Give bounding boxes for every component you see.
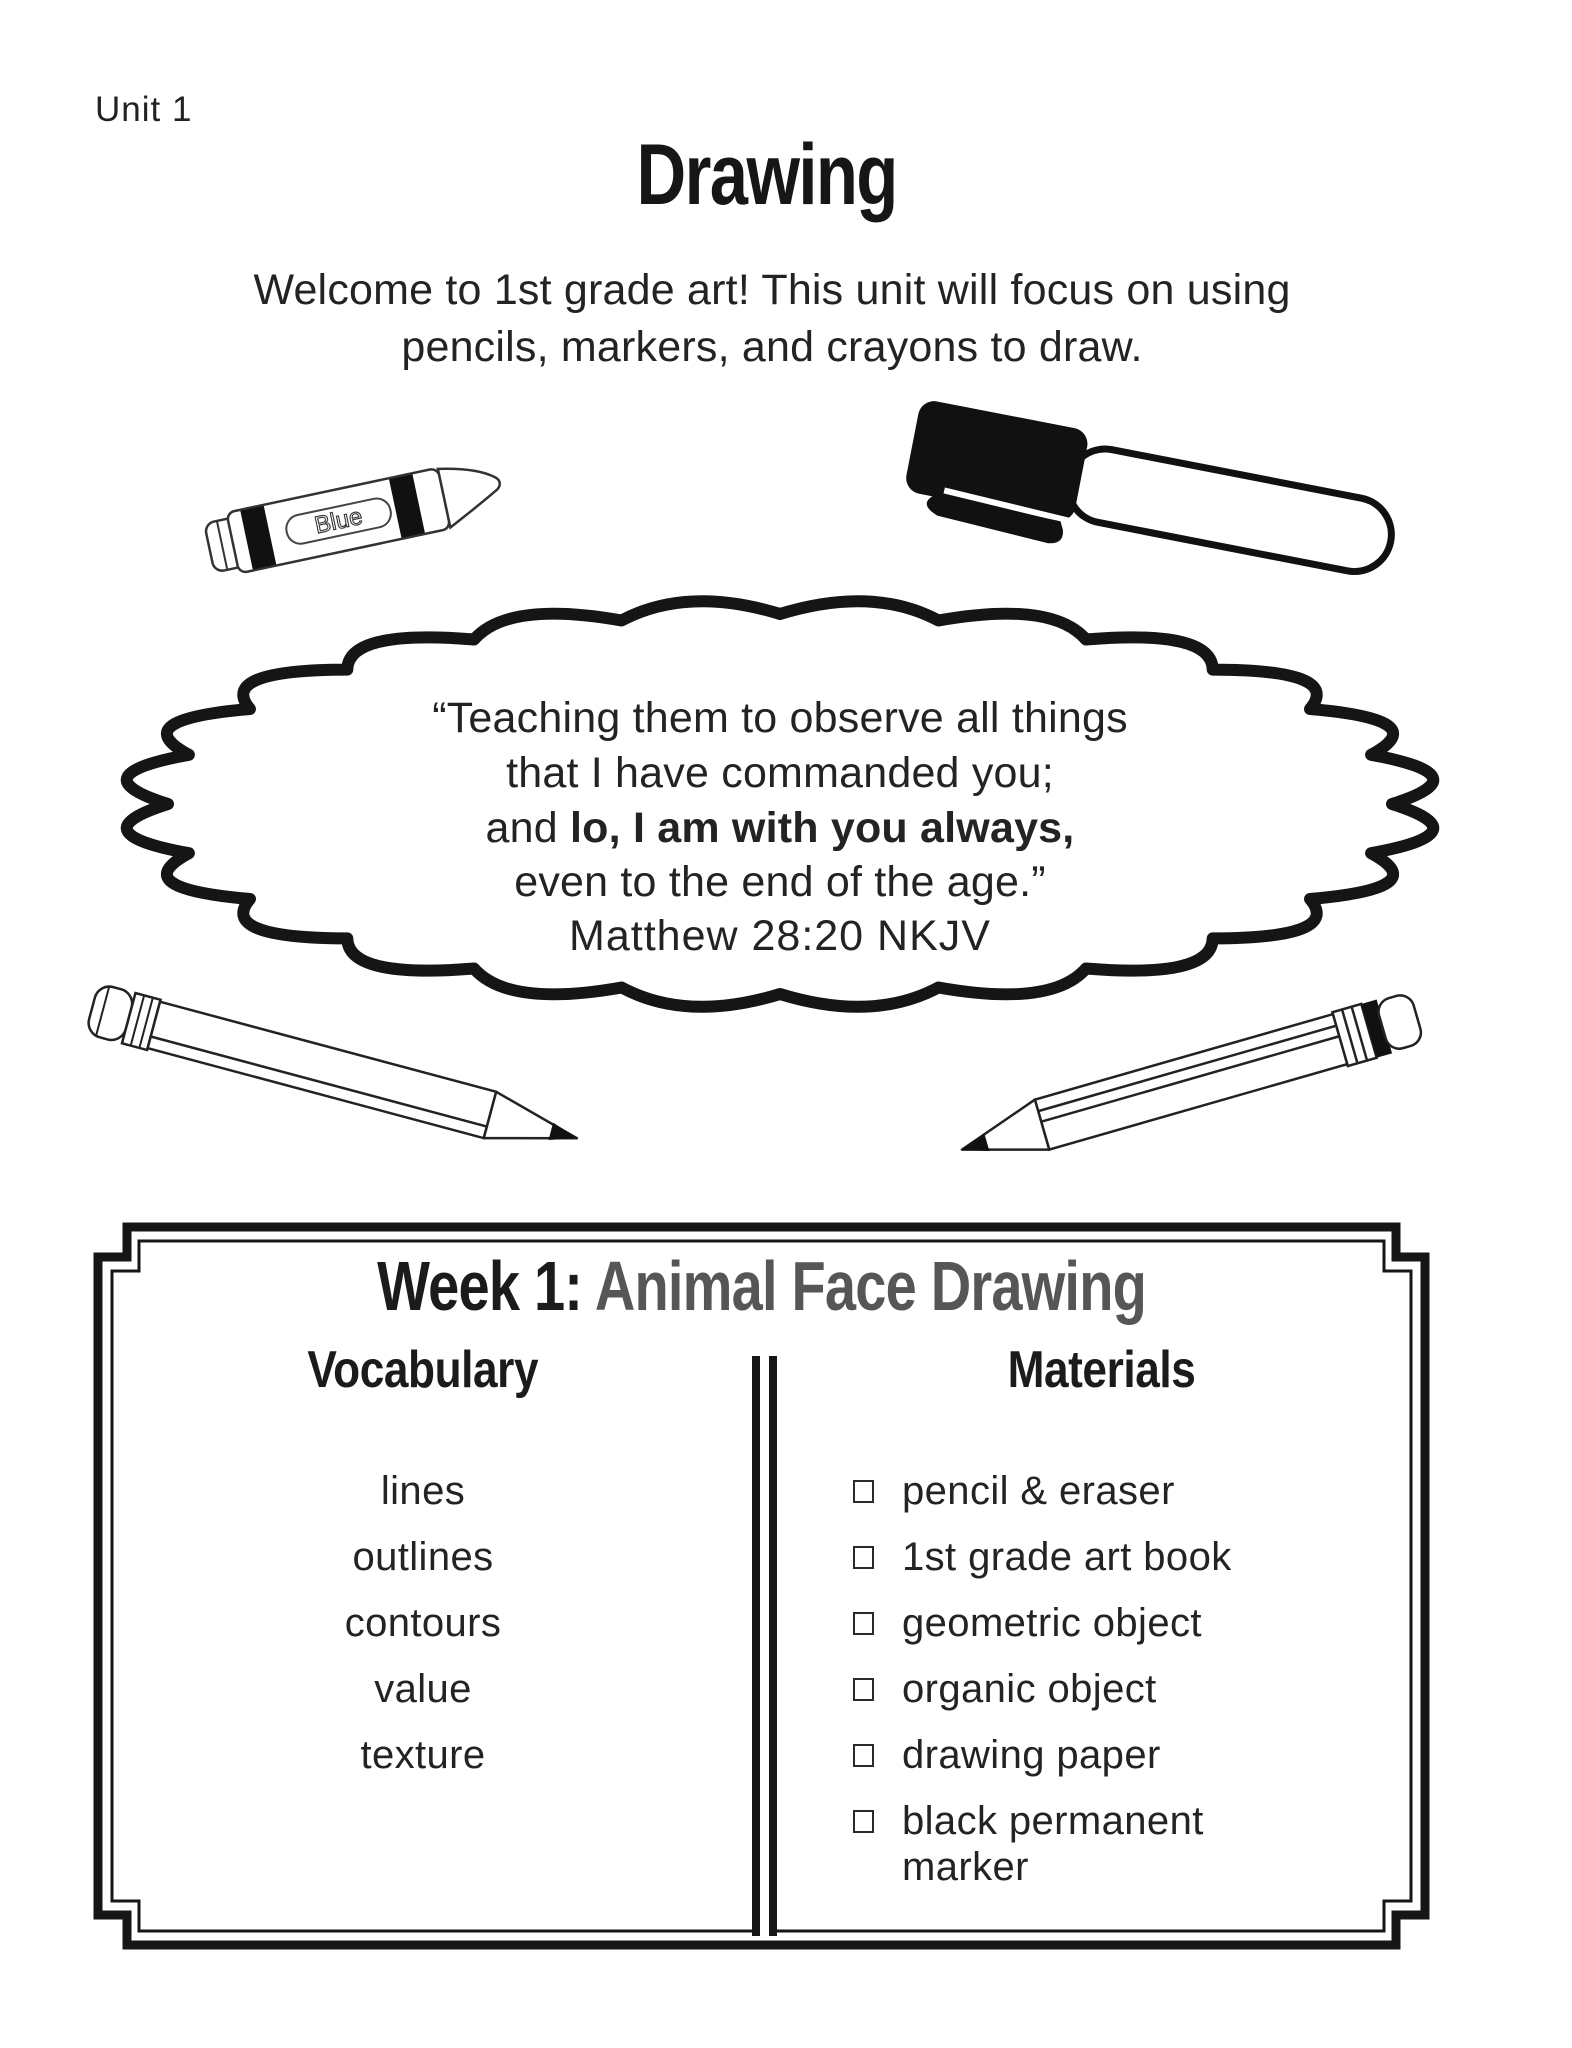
material-row (853, 1468, 1393, 1534)
materials-header: Materials (1007, 1341, 1196, 1399)
material-label: black permanent marker (902, 1799, 1204, 1889)
unit-label: Unit 1 (95, 90, 193, 129)
material-row (853, 1534, 1393, 1600)
checkbox-icon (853, 1480, 874, 1503)
week-heading-number: Week 1: (377, 1247, 583, 1325)
checkbox-icon (853, 1546, 874, 1569)
verse-line-3-emphasis: lo, I am with you always, (570, 804, 1075, 852)
vocabulary-item: outlines (352, 1535, 494, 1579)
checkbox-icon (853, 1810, 874, 1833)
vocabulary-item: contours (344, 1601, 502, 1645)
verse-line-4: even to the end of the age.” (514, 858, 1046, 906)
material-row (853, 1798, 1393, 1890)
material-row (853, 1666, 1393, 1732)
materials-list (853, 1468, 1393, 1890)
week-heading-topic: Animal Face Drawing (582, 1247, 1146, 1325)
week-panel (93, 1222, 1430, 1950)
intro-line-1: Welcome to 1st grade art! This unit will focus on using (253, 266, 1291, 314)
material-label: geometric object (902, 1601, 1202, 1645)
verse-line-2: that I have commanded you; (506, 749, 1054, 797)
material-label: drawing paper (902, 1733, 1161, 1777)
verse-line-3 (0, 804, 1560, 853)
material-label: pencil & eraser (902, 1469, 1175, 1513)
page-title (0, 126, 1534, 225)
page-title-text: Drawing (636, 127, 898, 223)
checkbox-icon (853, 1612, 874, 1635)
column-divider (752, 1356, 777, 1936)
vocabulary-item: value (374, 1667, 472, 1711)
verse-line-1: “Teaching them to observe all things (432, 694, 1128, 742)
material-label: organic object (902, 1667, 1157, 1711)
intro-paragraph (0, 262, 1544, 376)
checkbox-icon (853, 1678, 874, 1701)
vocabulary-item: lines (380, 1469, 466, 1513)
material-row (853, 1600, 1393, 1666)
crayon-label: Blue (312, 502, 365, 540)
vocabulary-item: texture (360, 1733, 486, 1777)
week-heading (93, 1246, 1430, 1326)
intro-line-2: pencils, markers, and crayons to draw. (401, 323, 1143, 371)
material-row (853, 1732, 1393, 1798)
verse-line-3-prefix: and (485, 804, 571, 852)
vocabulary-list (93, 1458, 753, 1788)
verse-reference: Matthew 28:20 NKJV (569, 912, 991, 960)
vocabulary-header: Vocabulary (307, 1341, 539, 1399)
material-label: 1st grade art book (902, 1535, 1232, 1579)
checkbox-icon (853, 1744, 874, 1767)
